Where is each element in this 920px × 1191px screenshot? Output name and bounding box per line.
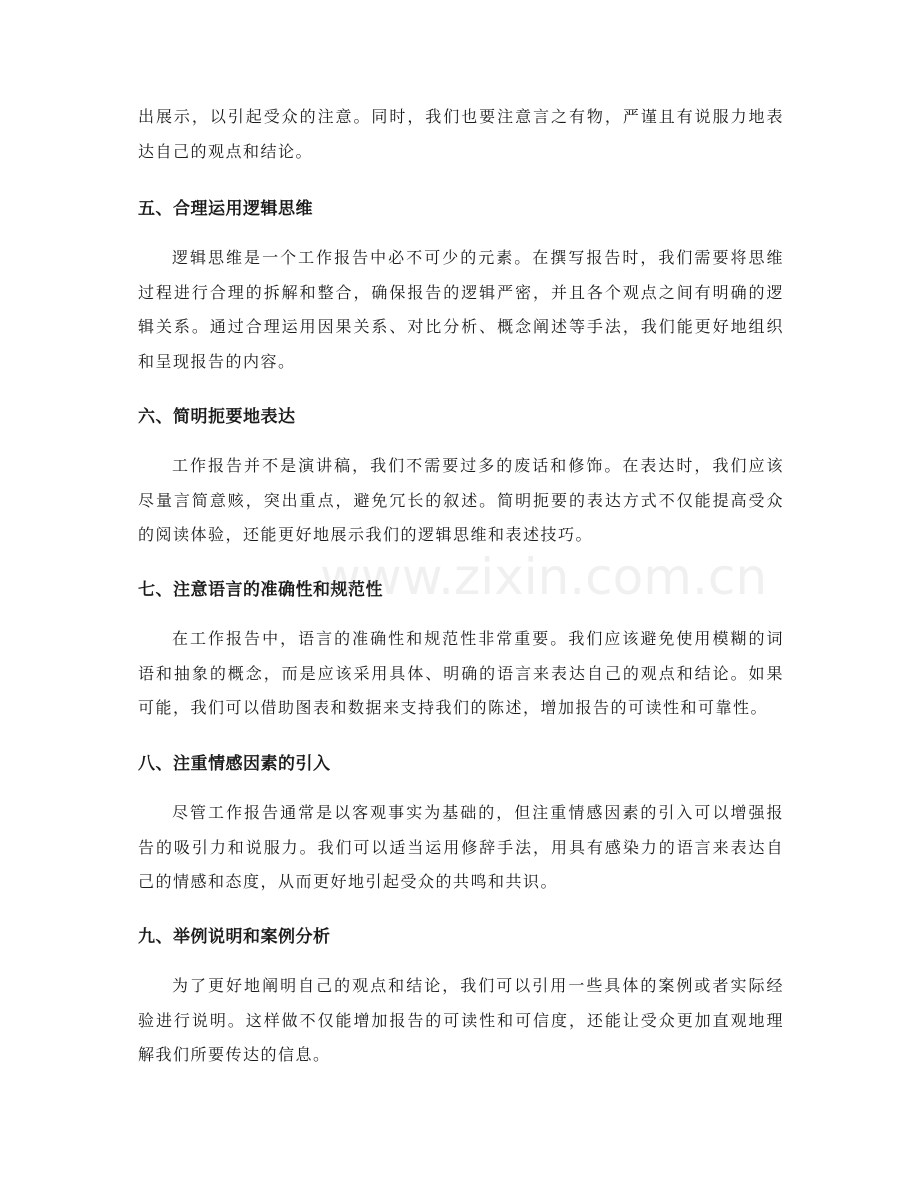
section-heading-5: 五、合理运用逻辑思维	[138, 199, 313, 219]
section-heading-9: 九、举例说明和案例分析	[138, 927, 331, 947]
section-body-5: 逻辑思维是一个工作报告中必不可少的元素。在撰写报告时，我们需要将思维过程进行合理的拆解和整合，确保报告的逻辑严密，并且各个观点之间有明确的逻辑关系。通过合理运用因果关系、对比分析、概念阐述等手法，我们能更好地组织和呈现报告的内容。	[138, 248, 784, 371]
watermark-text: www.zixin.com.cn	[320, 548, 768, 606]
section-body-6: 工作报告并不是演讲稿，我们不需要过多的废话和修饰。在表达时，我们应该尽量言简意赅，突出重点，避免冗长的叙述。简明扼要的表达方式不仅能提高受众的阅读体验，还能更好地展示我们的逻辑思维和表述技巧。	[138, 456, 784, 545]
section-heading-8: 八、注重情感因素的引入	[138, 754, 331, 774]
intro-paragraph-tail: 出展示，以引起受众的注意。同时，我们也要注意言之有物，严谨且有说服力地表达自己的观点和结论。	[138, 107, 784, 161]
section-heading-6: 六、简明扼要地表达	[138, 407, 296, 427]
section-body-8: 尽管工作报告通常是以客观事实为基础的，但注重情感因素的引入可以增强报告的吸引力和说服力。我们可以适当运用修辞手法，用具有感染力的语言来表达自己的情感和态度，从而更好地引起受众的共鸣和共识。	[138, 803, 784, 892]
section-body-7: 在工作报告中，语言的准确性和规范性非常重要。我们应该避免使用模糊的词语和抽象的概念，而是应该采用具体、明确的语言来表达自己的观点和结论。如果可能，我们可以借助图表和数据来支持我们的陈述，增加报告的可读性和可靠性。	[138, 629, 784, 718]
section-body-9: 为了更好地阐明自己的观点和结论，我们可以引用一些具体的案例或者实际经验进行说明。这样做不仅能增加报告的可读性和可信度，还能让受众更加直观地理解我们所要传达的信息。	[138, 976, 784, 1065]
section-heading-7: 七、注意语言的准确性和规范性	[138, 580, 383, 600]
